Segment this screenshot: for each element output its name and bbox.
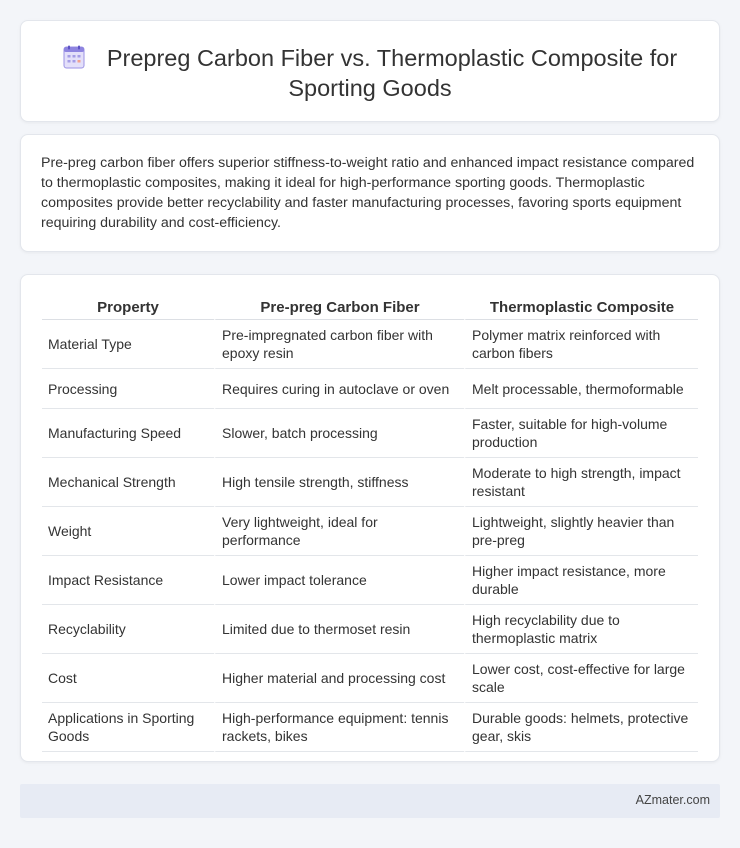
thermoplastic-cell: Polymer matrix reinforced with carbon fibers [464, 320, 698, 369]
comparison-table [42, 296, 698, 752]
table-row [42, 507, 698, 556]
property-cell: Weight [42, 507, 214, 556]
comparison-card [20, 274, 720, 762]
page-title: Prepreg Carbon Fiber vs. Thermoplastic Composite for Sporting Goods [106, 45, 678, 101]
thermoplastic-cell: Durable goods: helmets, protective gear, skis [464, 703, 698, 752]
thermoplastic-cell: High recyclability due to thermoplastic matrix [464, 605, 698, 654]
table-row [42, 703, 698, 752]
property-cell: Cost [42, 654, 214, 703]
property-cell: Material Type [42, 320, 214, 369]
thermoplastic-cell: Moderate to high strength, impact resistant [464, 458, 698, 507]
table-row [42, 458, 698, 507]
summary-text: Pre-preg carbon fiber offers superior stiffness-to-weight ratio and enhanced impact resistance compared to thermoplastic composites, making it ideal for high-performance sporting goods. Thermoplastic composites provide better recyclability and faster manufacturing processes, favoring sports equipment requiring durability and cost-efficiency. [41, 155, 695, 231]
prepreg-cell: Pre-impregnated carbon fiber with epoxy resin [214, 320, 464, 369]
title-card [20, 20, 720, 122]
page-title-container [61, 43, 679, 103]
prepreg-cell: High-performance equipment: tennis rackets, bikes [214, 703, 464, 752]
thermoplastic-cell: Faster, suitable for high-volume production [464, 409, 698, 458]
table-row [42, 556, 698, 605]
summary-card [20, 134, 720, 252]
property-cell: Recyclability [42, 605, 214, 654]
prepreg-cell: Slower, batch processing [214, 409, 464, 458]
prepreg-cell: Very lightweight, ideal for performance [214, 507, 464, 556]
header-property: Property [42, 296, 214, 320]
property-cell: Processing [42, 369, 214, 409]
document-icon [63, 45, 85, 69]
property-cell: Impact Resistance [42, 556, 214, 605]
table-row [42, 369, 698, 409]
thermoplastic-cell: Melt processable, thermoformable [464, 369, 698, 409]
prepreg-cell: Requires curing in autoclave or oven [214, 369, 464, 409]
header-thermoplastic: Thermoplastic Composite [464, 296, 698, 320]
thermoplastic-cell: Lightweight, slightly heavier than pre-preg [464, 507, 698, 556]
table-header-row [42, 296, 698, 320]
footer-brand-link[interactable]: AZmater.com [635, 793, 710, 807]
thermoplastic-cell: Higher impact resistance, more durable [464, 556, 698, 605]
property-cell: Mechanical Strength [42, 458, 214, 507]
table-row [42, 409, 698, 458]
table-row [42, 320, 698, 369]
thermoplastic-cell: Lower cost, cost-effective for large scale [464, 654, 698, 703]
table-row [42, 654, 698, 703]
prepreg-cell: Higher material and processing cost [214, 654, 464, 703]
property-cell: Applications in Sporting Goods [42, 703, 214, 752]
table-row [42, 605, 698, 654]
property-cell: Manufacturing Speed [42, 409, 214, 458]
prepreg-cell: High tensile strength, stiffness [214, 458, 464, 507]
footer-bar [20, 784, 720, 818]
header-prepreg: Pre-preg Carbon Fiber [214, 296, 464, 320]
prepreg-cell: Limited due to thermoset resin [214, 605, 464, 654]
prepreg-cell: Lower impact tolerance [214, 556, 464, 605]
